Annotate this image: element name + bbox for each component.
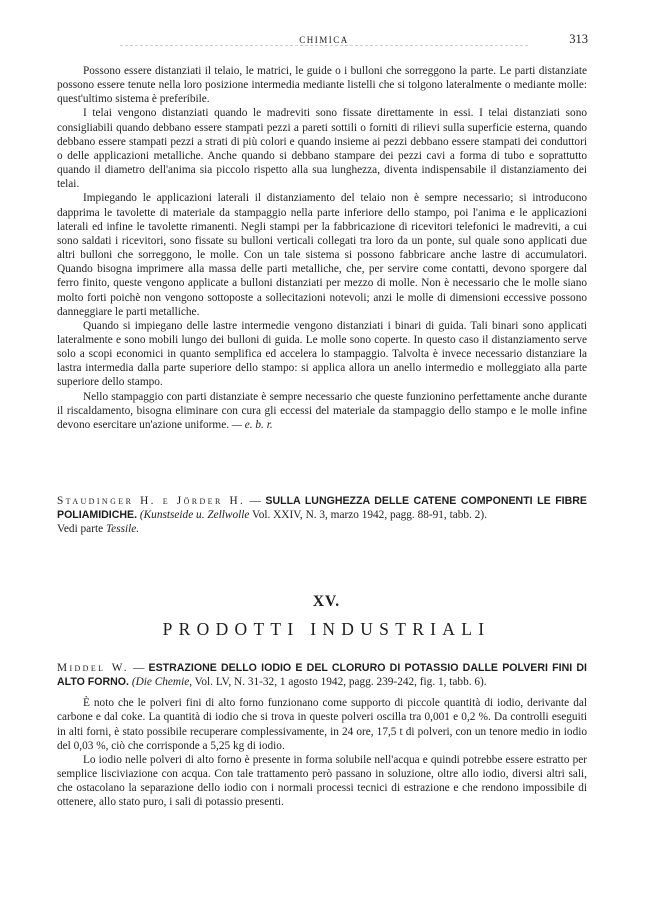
reference-dash: — [245,495,266,507]
reference-dash: — [129,662,149,674]
paragraph-1: Possono essere distanziati il telaio, le matrici, le guide o i bulloni che sorreggono la parte. Le parti distanziate possono essere tenute nella loro posizione intermedia mediante listelli che si tolgono lateralmente o mediante molle: quest'ultimo sistema è preferibile. [57,65,587,106]
page-header [60,32,588,48]
see-also-prefix: Vedi parte [57,523,106,536]
running-title: CHIMICA [299,35,349,45]
see-also-note [57,522,587,536]
author-signature: — e. b. r. [231,418,273,431]
section-intro [57,64,587,432]
header-rule [120,45,528,46]
reference-journal: (Die Chemie, [131,676,193,689]
reference-middel-heading [57,661,587,689]
page-number: 313 [569,32,588,46]
section-title: PRODOTTI INDUSTRIALI [162,619,491,639]
reference-middel [57,661,587,810]
paragraph-iodio-2: Lo iodio nelle polveri di alto forno è presente in forma solubile nell'acqua e quindi potrebbe essere estratto per semplice lisciviazione con acqua. Con tale trattamento però passano in soluzione, oltre allo iodio, diversi altri sali, che ostacolano la separazione dello iodio con i normali processi tecnici di estrazione e che rendono impossibile di ottenere, allo stato puro, i sali di potassio presenti. [57,753,587,809]
reference-staudinger-heading [57,494,587,522]
reference-authors: Staudinger H. e Jörder H. [57,495,246,507]
reference-authors: Middel W. [57,662,129,674]
reference-staudinger [57,494,587,536]
reference-title: ESTRAZIONE DELLO IODIO E DEL CLORURO DI POTASSIO DALLE POLVERI FINI DI ALTO FORNO. [57,662,587,689]
paragraph-5 [57,390,587,432]
reference-details: Vol. LV, N. 31-32, 1 agosto 1942, pagg. 239-242, fig. 1, tabb. 6). [192,676,487,689]
reference-journal: (Kunstseide u. Zellwolle [139,509,250,522]
reference-details: Vol. XXIV, N. 3, marzo 1942, pagg. 88-91, tabb. 2). [249,509,487,522]
paragraph-2: I telai vengono distanziati quando le madreviti sono fissate direttamente in essi. I telai distanziati sono consigliabili quando debbano essere stampati pezzi a pareti sottili o forniti di rilievi sulla superficie esterna, quando debbano essere stampati pezzi a strati di più colori e quando insieme ai pezzi debbano essere stampati dei conduttori o delle applicazioni metalliche. Anche quando si debbano stampare dei pezzi cavi a forma di tubo e soprattutto quando il diametro dell'anima sia piccolo rispetto alla sua lunghezza, diventa indispensabile il distanziamento dei telai. [57,107,587,191]
paragraph-4: Quando si impiegano delle lastre intermedie vengono distanziati i binari di guida. Tali binari sono applicati lateralmente e sono mobili lungo dei bulloni di guida. Le molle sono coperte. In questo caso il distanziamento serve solo a scopi economici in quanto semplifica ed accelera lo stampaggio. Talvolta è invece necessario distanziare la lastra intermedia dalla parte superiore dello stampo: si applica allora un anello intermedio e molleggiato alla parte superiore dello stampo. [57,319,587,389]
reference-title: SULLA LUNGHEZZA DELLE CATENE COMPONENTI LE FIBRE POLIAMIDICHE. [57,495,587,522]
paragraph-3: Impiegando le applicazioni laterali il distanziamento del telaio non è sempre necessario; si introducono dapprima le tavolette di materiale da stampaggio nella parte inferiore dello stampo, poi l'anima e le applicazioni laterali ed infine le tavolette rimanenti. Negli stampi per la fabbricazione di ricevitori telefonici le madreviti, a cui sono saldati i ricevitori, sono fissate su bulloni verticali collegati tra loro da un ponte, sul quale sono applicati due altri bulloni che sorreggono, le molle. Con un tale sistema si possono fabbricare anche lastre di accumulatori. Quando bisogna imprimere alla massa delle parti metalliche, che, per servire come contatti, devono sporgere dal ferro finito, queste vengono applicate a bulloni distanziati per mezzo di molle. Non è necessario che le molle siano molto forti poichè non vengono sottoposte a sollecitazioni notevoli; anzi le molle di dimensioni eccessive possono danneggiare le parti metalliche. [57,192,587,318]
section-number: XV. [312,593,341,610]
see-also-target: Tessile. [105,523,140,536]
paragraph-5-text: Nello stampaggio con parti distanziate è sempre necessario che queste funzionino perfettamente anche durante il riscaldamento, bisogna eliminare con cura gli eccessi del materiale da stampaggio dello stampo e le molle infine devono esercitare un'azione uniforme. [57,390,587,431]
paragraph-iodio-1: È noto che le polveri fini di alto forno funzionano come supporto di piccole quantità di iodio, derivante dal carbone e dal coke. La quantità di iodio che si trova in queste polveri oscilla tra 0,001 e 0,2 %. Da controlli eseguiti in alti forni, è stato possibile recuperare complessivamente, in 24 ore, 17,5 t di polveri, con un tenore medio in iodio del 0,03 %, ciò che corrisponde a 5,25 kg di iodio. [57,697,587,752]
